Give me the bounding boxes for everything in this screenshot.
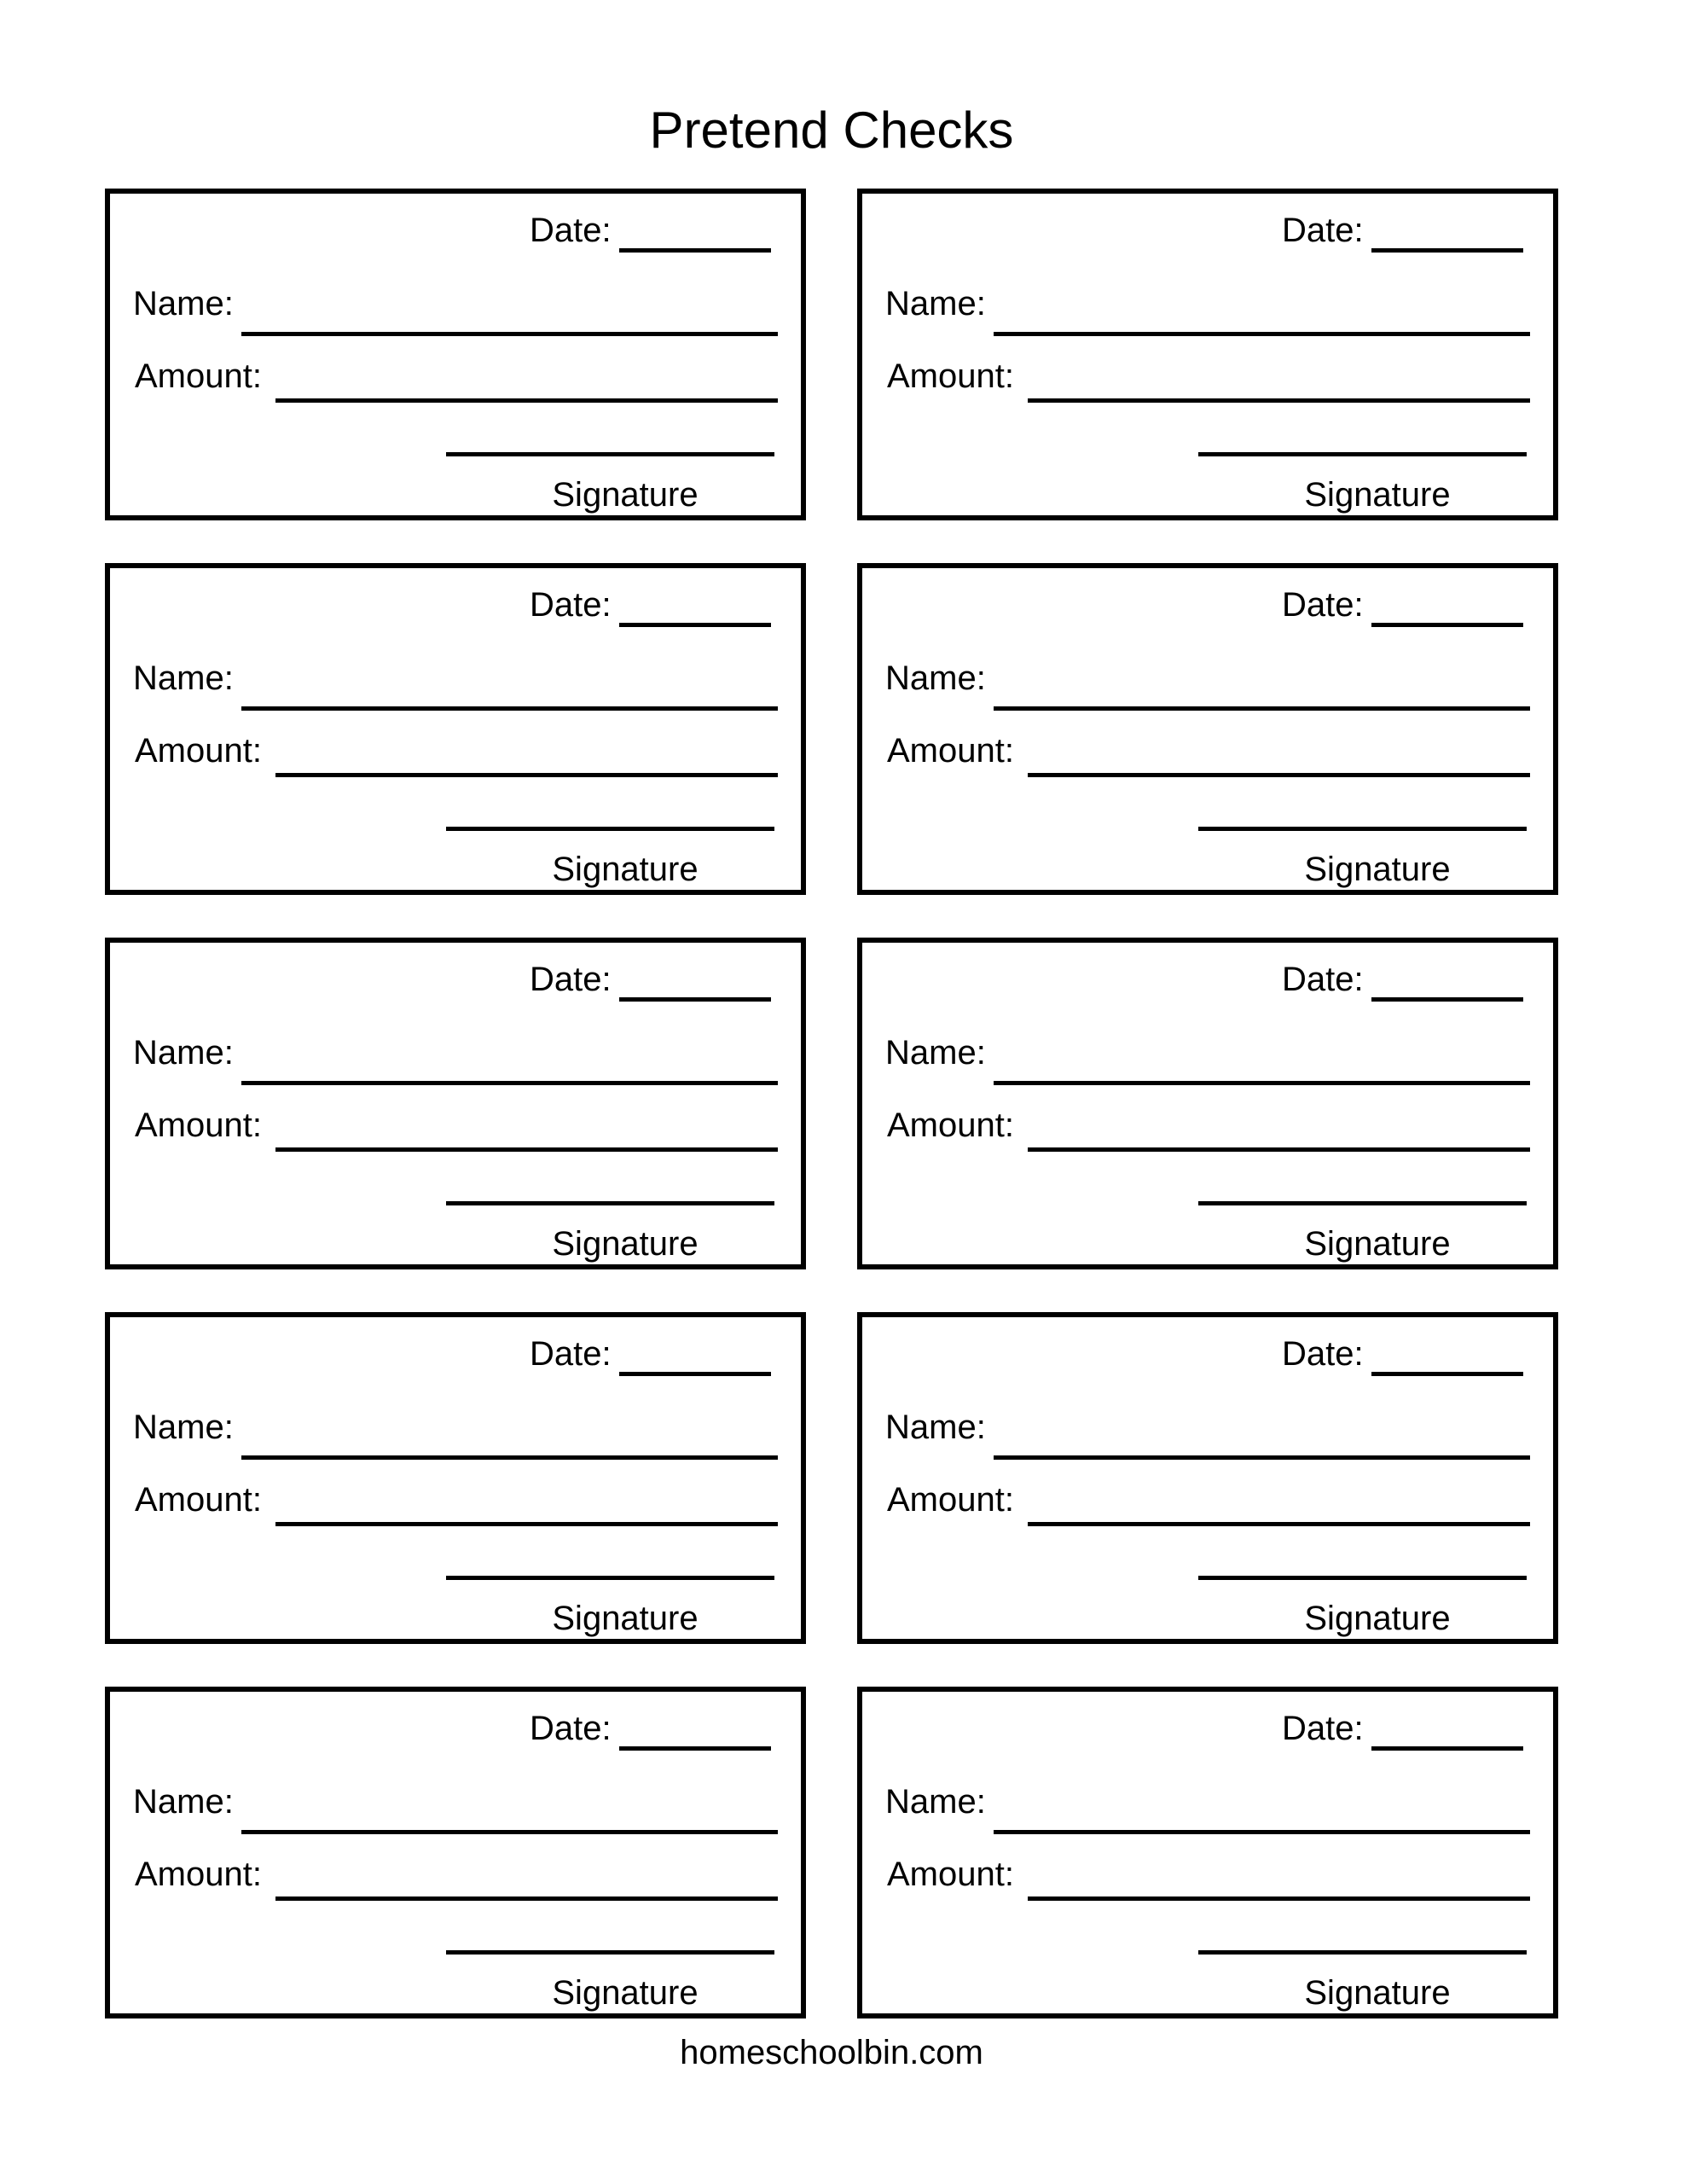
signature-label: Signature: [1304, 1600, 1451, 1637]
amount-label: Amount:: [135, 1481, 262, 1519]
amount-blank-line: [1028, 773, 1530, 777]
signature-label: Signature: [552, 1974, 699, 2012]
name-blank-line: [994, 1830, 1530, 1834]
date-blank-line: [619, 623, 771, 627]
date-label: Date:: [530, 586, 612, 624]
signature-blank-line: [1198, 452, 1527, 456]
signature-label: Signature: [552, 1225, 699, 1263]
amount-label: Amount:: [135, 1856, 262, 1893]
name-label: Name:: [133, 285, 234, 322]
date-label: Date:: [1282, 961, 1364, 998]
amount-label: Amount:: [135, 1107, 262, 1144]
name-label: Name:: [885, 659, 986, 697]
amount-blank-line: [275, 398, 778, 403]
signature-blank-line: [446, 827, 774, 831]
name-blank-line: [994, 1081, 1530, 1085]
date-label: Date:: [530, 1710, 612, 1747]
name-blank-line: [994, 332, 1530, 336]
pretend-check-card: [105, 938, 806, 1269]
signature-label: Signature: [1304, 851, 1451, 888]
pretend-check-card: [105, 1312, 806, 1644]
amount-label: Amount:: [887, 1856, 1014, 1893]
date-blank-line: [1371, 248, 1523, 253]
amount-label: Amount:: [887, 1107, 1014, 1144]
amount-label: Amount:: [887, 357, 1014, 395]
date-label: Date:: [1282, 1335, 1364, 1373]
amount-blank-line: [275, 1147, 778, 1152]
amount-blank-line: [275, 1896, 778, 1901]
date-blank-line: [1371, 623, 1523, 627]
signature-label: Signature: [1304, 1225, 1451, 1263]
date-label: Date:: [530, 212, 612, 249]
signature-blank-line: [446, 1576, 774, 1580]
signature-blank-line: [1198, 1950, 1527, 1955]
name-blank-line: [241, 1455, 778, 1460]
amount-label: Amount:: [887, 1481, 1014, 1519]
amount-blank-line: [1028, 1896, 1530, 1901]
signature-label: Signature: [1304, 1974, 1451, 2012]
signature-label: Signature: [552, 476, 699, 514]
pretend-check-card: [105, 563, 806, 895]
amount-label: Amount:: [887, 732, 1014, 770]
pretend-check-card: [857, 563, 1558, 895]
pretend-check-card: [857, 1312, 1558, 1644]
name-blank-line: [994, 1455, 1530, 1460]
name-label: Name:: [133, 1409, 234, 1446]
amount-blank-line: [1028, 398, 1530, 403]
pretend-check-card: [857, 189, 1558, 520]
date-label: Date:: [1282, 586, 1364, 624]
date-blank-line: [619, 997, 771, 1002]
checks-grid: [105, 189, 1558, 2018]
footer-url: homeschoolbin.com: [680, 2034, 983, 2071]
name-label: Name:: [885, 1783, 986, 1821]
date-blank-line: [619, 1746, 771, 1751]
name-label: Name:: [885, 1034, 986, 1072]
signature-label: Signature: [1304, 476, 1451, 514]
page-title: Pretend Checks: [649, 102, 1014, 159]
pretend-check-card: [857, 938, 1558, 1269]
date-blank-line: [1371, 1746, 1523, 1751]
signature-blank-line: [446, 452, 774, 456]
name-blank-line: [241, 1081, 778, 1085]
date-blank-line: [1371, 997, 1523, 1002]
amount-blank-line: [275, 773, 778, 777]
signature-blank-line: [1198, 1201, 1527, 1205]
amount-label: Amount:: [135, 357, 262, 395]
date-blank-line: [619, 1372, 771, 1376]
signature-label: Signature: [552, 851, 699, 888]
name-blank-line: [241, 332, 778, 336]
signature-blank-line: [446, 1950, 774, 1955]
date-label: Date:: [530, 961, 612, 998]
signature-label: Signature: [552, 1600, 699, 1637]
signature-blank-line: [1198, 827, 1527, 831]
name-label: Name:: [885, 1409, 986, 1446]
signature-blank-line: [446, 1201, 774, 1205]
date-label: Date:: [1282, 1710, 1364, 1747]
amount-blank-line: [1028, 1522, 1530, 1526]
name-blank-line: [994, 706, 1530, 711]
name-blank-line: [241, 1830, 778, 1834]
pretend-check-card: [857, 1687, 1558, 2018]
signature-blank-line: [1198, 1576, 1527, 1580]
name-label: Name:: [885, 285, 986, 322]
date-label: Date:: [1282, 212, 1364, 249]
name-label: Name:: [133, 1783, 234, 1821]
date-blank-line: [1371, 1372, 1523, 1376]
name-label: Name:: [133, 659, 234, 697]
name-blank-line: [241, 706, 778, 711]
date-blank-line: [619, 248, 771, 253]
pretend-check-card: [105, 1687, 806, 2018]
date-label: Date:: [530, 1335, 612, 1373]
amount-blank-line: [275, 1522, 778, 1526]
name-label: Name:: [133, 1034, 234, 1072]
amount-label: Amount:: [135, 732, 262, 770]
pretend-check-card: [105, 189, 806, 520]
amount-blank-line: [1028, 1147, 1530, 1152]
